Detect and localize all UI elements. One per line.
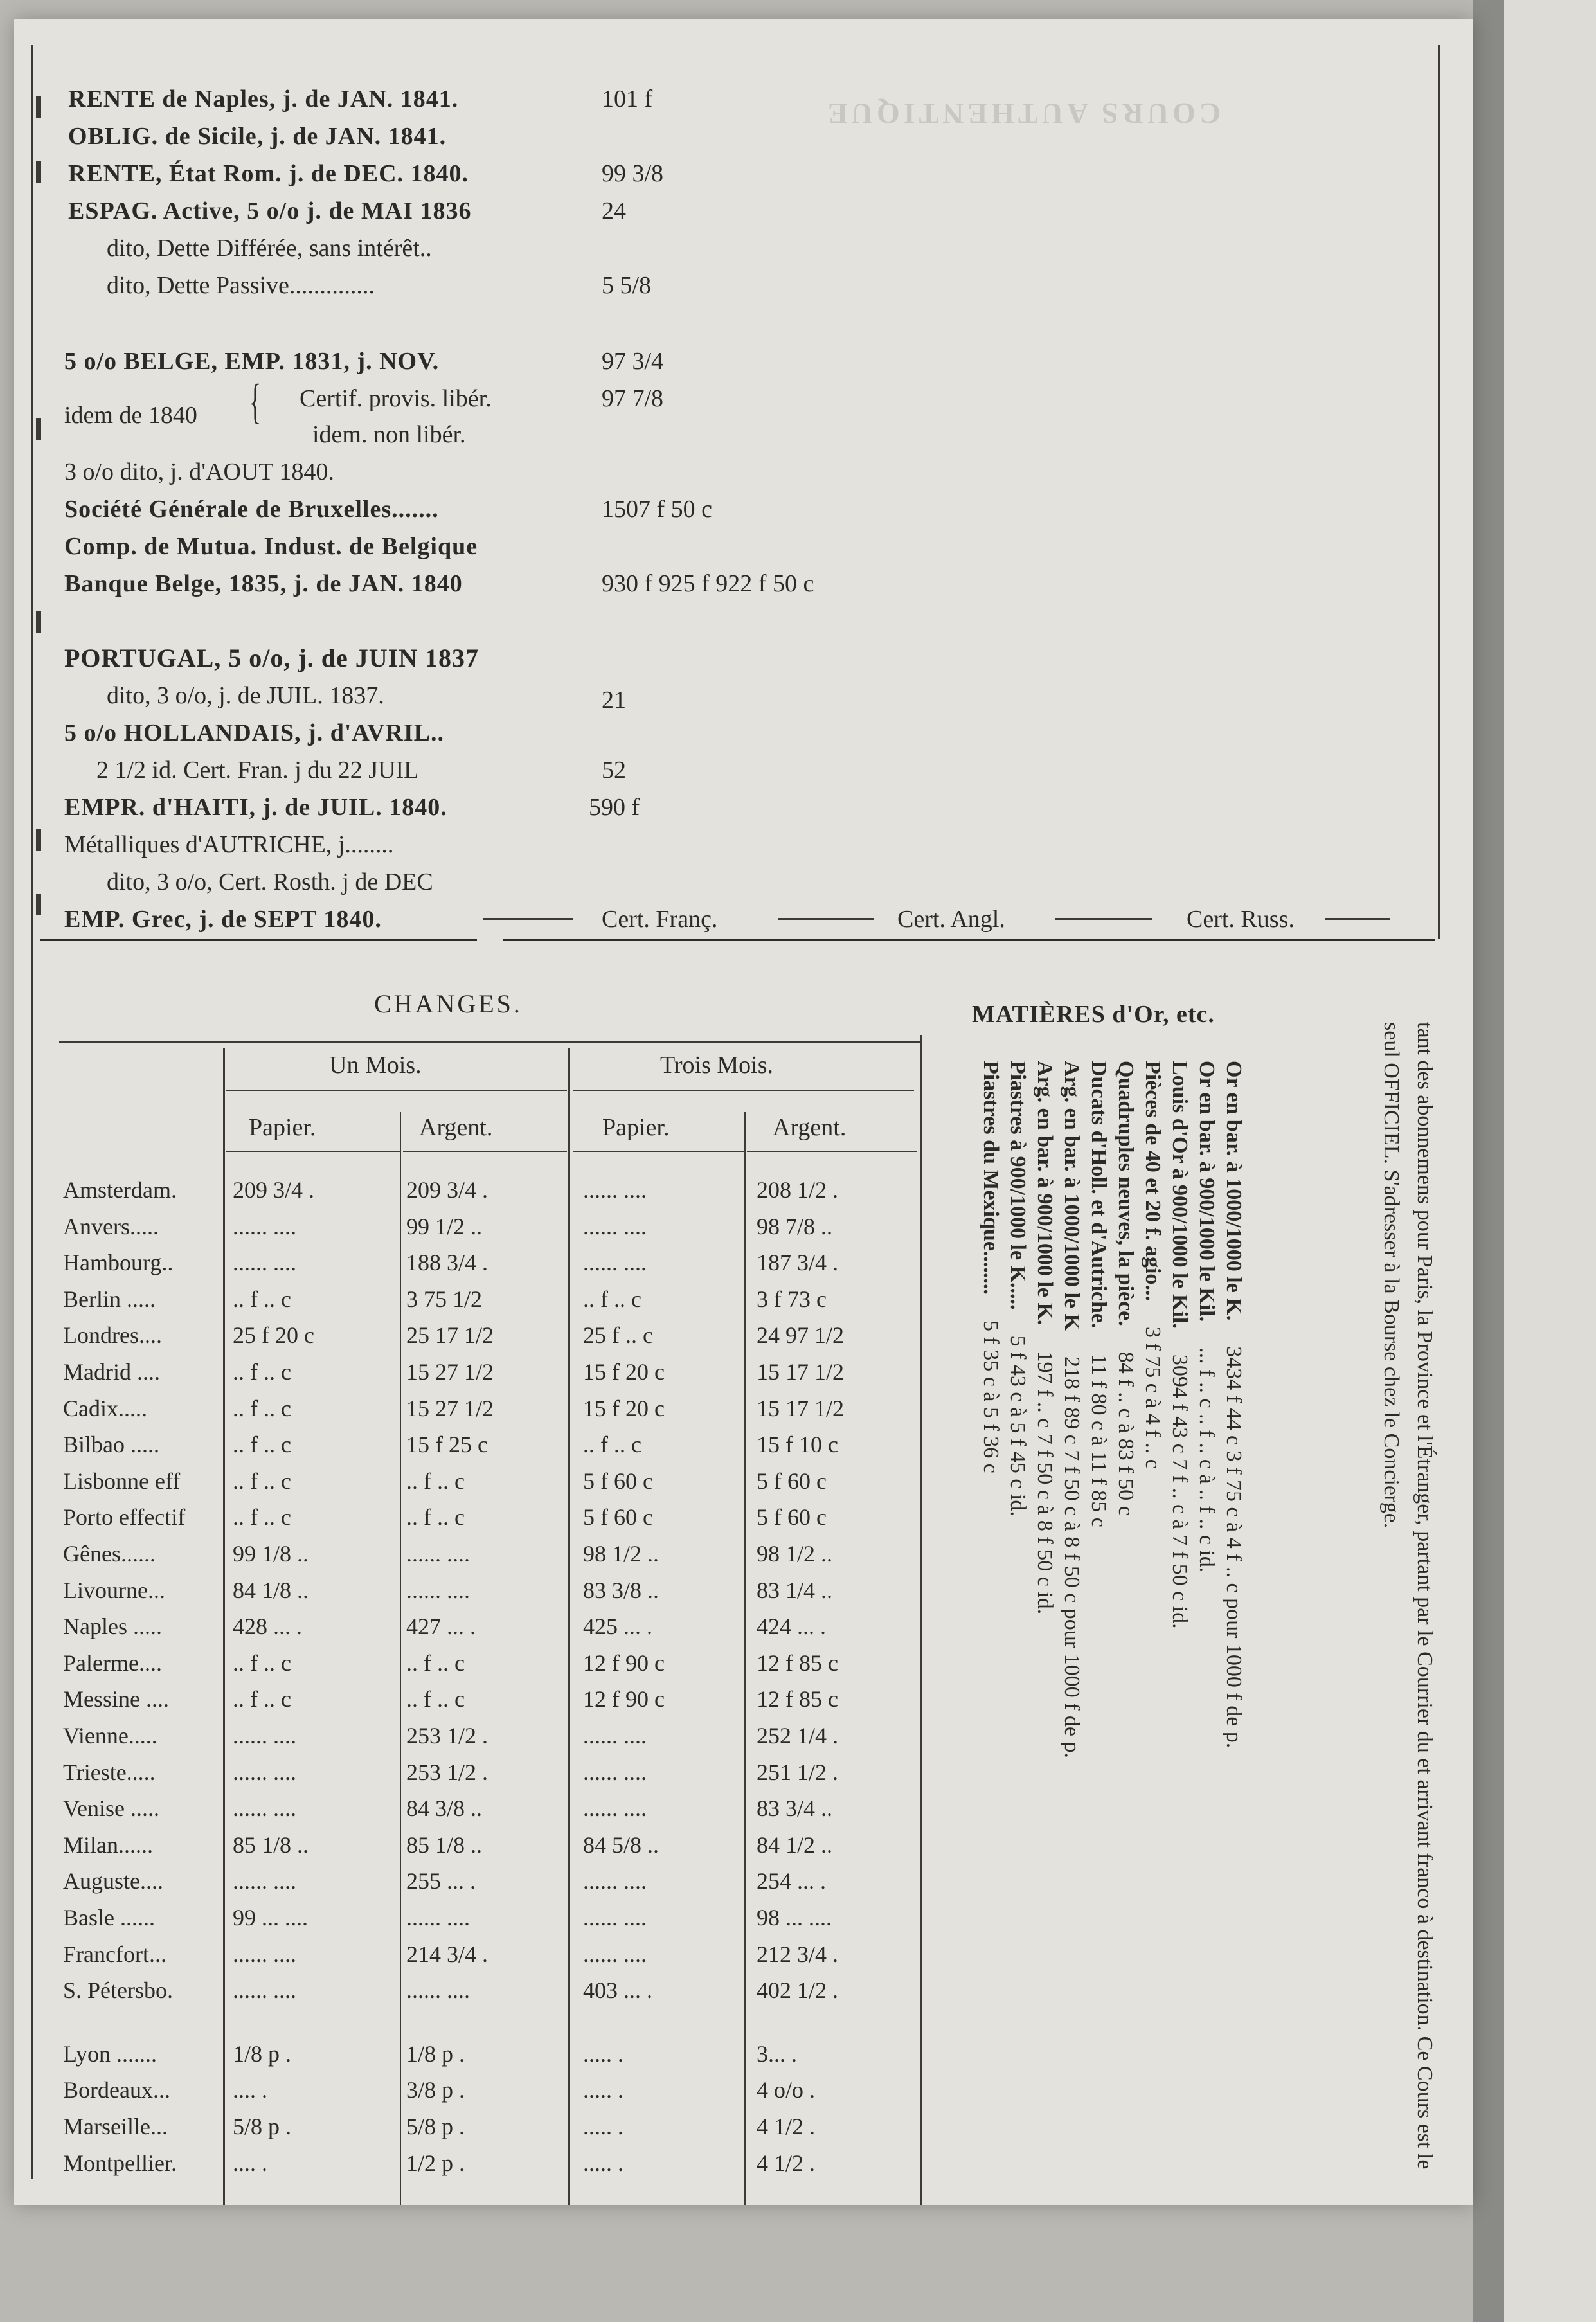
un-mois-header: Un Mois. — [329, 1052, 422, 1079]
changes-tm-argent-cell: 4 o/o . — [757, 2077, 816, 2103]
rente-row — [68, 192, 471, 230]
changes-row — [40, 1249, 927, 1285]
matieres-value: 11 f 80 c à 11 f 85 c — [1087, 1354, 1111, 1527]
rente-value: 1507 f 50 c — [602, 496, 713, 523]
rente-value: 97 7/8 — [602, 385, 664, 412]
matieres-value: 218 f 89 c 7 f 50 c à 8 f 50 c pour 1000 f de p. — [1060, 1356, 1084, 1759]
changes-row — [40, 1431, 927, 1467]
changes-row — [40, 1650, 927, 1686]
changes-row — [40, 1904, 927, 1940]
changes-tm-papier-cell: .. f .. c — [583, 1432, 641, 1458]
changes-tm-papier-cell: ...... .... — [583, 1213, 647, 1239]
changes-tm-papier-cell: ...... .... — [583, 1905, 647, 1931]
changes-tm-papier-cell: 425 ... . — [583, 1614, 652, 1640]
matieres-row — [973, 1061, 1008, 1473]
changes-um-papier-cell: .. f .. c — [233, 1504, 291, 1531]
show-through-text: COURS AUTHENTIQUE — [824, 97, 1221, 130]
changes-tm-papier-cell: 5 f 60 c — [583, 1504, 653, 1531]
changes-city: Auguste.... — [63, 1868, 163, 1895]
changes-row — [40, 1941, 927, 1977]
changes-tm-papier-cell: 5 f 60 c — [583, 1468, 653, 1494]
matieres-label: Arg. en bar. à 900/1000 le K. — [1033, 1061, 1057, 1326]
changes-city: Messine .... — [63, 1686, 169, 1713]
changes-tm-argent-cell: 5 f 60 c — [757, 1468, 827, 1494]
trois-mois-header: Trois Mois. — [660, 1052, 774, 1079]
changes-um-papier-cell: .. f .. c — [233, 1468, 291, 1494]
matieres-value: 197 f .. c 7 f 50 c à 8 f 50 c id. — [1033, 1351, 1057, 1615]
blank-line — [1325, 918, 1390, 920]
rente-value: 99 3/8 — [602, 160, 664, 187]
changes-tm-argent-cell: 15 17 1/2 — [757, 1395, 845, 1421]
changes-tm-papier-cell: 403 ... . — [583, 1977, 652, 2004]
matieres-label: Louis d'Or à 900/1000 le Kil. — [1168, 1061, 1192, 1329]
changes-tm-papier-cell: ...... .... — [583, 1868, 647, 1895]
changes-um-argent-cell: .. f .. c — [406, 1468, 465, 1494]
changes-row — [40, 2076, 927, 2112]
changes-um-papier-cell: .. f .. c — [233, 1432, 291, 1458]
matieres-value: 3094 f 43 c 7 f .. c à 7 f 50 c id. — [1168, 1354, 1192, 1629]
rente-value: 930 f 925 f 922 f 50 c — [602, 570, 814, 597]
document-page — [14, 19, 1473, 2205]
rente-label: EMP. Grec, j. de SEPT 1840. — [64, 906, 382, 933]
changes-tm-papier-cell: .. f .. c — [583, 1286, 641, 1312]
matieres-value: 3 f 75 c à 4 f .. c — [1141, 1326, 1165, 1469]
changes-tm-argent-cell: 15 f 10 c — [757, 1432, 838, 1458]
changes-um-argent-cell: 427 ... . — [406, 1614, 476, 1640]
changes-city: Bilbao ..... — [63, 1432, 159, 1458]
changes-um-argent-cell: 15 27 1/2 — [406, 1395, 494, 1421]
changes-city: Bordeaux... — [63, 2077, 170, 2103]
changes-row — [40, 1176, 927, 1212]
changes-um-papier-cell: .... . — [233, 2150, 267, 2176]
brace: { — [249, 375, 262, 429]
changes-city: Hambourg.. — [63, 1250, 174, 1276]
rente-label: RENTE, État Rom. j. de DEC. 1840. — [68, 160, 469, 187]
blank-line — [778, 918, 874, 920]
changes-row — [40, 2113, 927, 2149]
rente-label: RENTE de Naples, j. de JAN. 1841. — [68, 86, 459, 113]
changes-row — [40, 1322, 927, 1358]
rente-row: Certif. provis. libér. — [300, 385, 492, 412]
matieres-value: 84 f .. c à 83 f 50 c — [1114, 1351, 1138, 1516]
changes-um-argent-cell: 25 17 1/2 — [406, 1322, 494, 1349]
matieres-label: Or en bar. à 1000/1000 le K. — [1222, 1061, 1246, 1321]
header-underline — [573, 1090, 914, 1091]
changes-tm-argent-cell: 252 1/4 . — [757, 1723, 839, 1749]
changes-city: Montpellier. — [63, 2150, 177, 2176]
changes-um-argent-cell: ...... .... — [406, 1905, 470, 1931]
notice-text: tant des abonnemens pour Paris, la Province et l'Étranger, partant par le Courrier du et arrivant franco à destination. Ce Cours est le seul OFFICIEL. S'adresser à la Bourse chez le Concierge. — [1379, 1022, 1437, 2170]
changes-tm-papier-cell: ...... .... — [583, 1723, 647, 1749]
changes-tm-argent-cell: 3... . — [757, 2040, 797, 2067]
changes-um-argent-cell: 3 75 1/2 — [406, 1286, 483, 1312]
changes-tm-argent-cell: 12 f 85 c — [757, 1650, 838, 1676]
changes-tm-papier-cell: ...... .... — [583, 1941, 647, 1967]
changes-row — [40, 1868, 927, 1904]
rente-value: 97 3/4 — [602, 348, 664, 375]
changes-tm-papier-cell: ..... . — [583, 2114, 623, 2139]
changes-city: Madrid .... — [63, 1359, 160, 1385]
subheader-underline — [747, 1151, 917, 1152]
matieres-value: 3434 f 44 c 3 f 75 c à 4 f .. c pour 1000 f de p. — [1222, 1346, 1246, 1749]
changes-city: Londres.... — [63, 1322, 162, 1349]
changes-tm-argent-cell: 4 1/2 . — [757, 2150, 816, 2176]
changes-tm-argent-cell: 251 1/2 . — [757, 1759, 839, 1785]
changes-tm-argent-cell: 83 3/4 .. — [757, 1796, 833, 1822]
rente-label: Comp. de Mutua. Indust. de Belgique — [64, 533, 478, 560]
changes-city: Francfort... — [63, 1941, 166, 1967]
changes-top-rule — [59, 1041, 920, 1043]
matieres-value: ... f .. c .. f .. c à .. f .. c id. — [1195, 1347, 1219, 1573]
changes-city: Naples ..... — [63, 1614, 162, 1640]
rente-row — [68, 155, 469, 192]
rente-value: 24 — [602, 197, 626, 224]
rente-row: dito, Dette Différée, sans intérêt.. — [107, 235, 432, 262]
changes-um-papier-cell: ...... .... — [233, 1250, 296, 1276]
changes-tm-argent-cell: 187 3/4 . — [757, 1250, 839, 1276]
changes-tm-argent-cell: 208 1/2 . — [757, 1177, 839, 1203]
tm-papier-header: Papier. — [602, 1114, 670, 1141]
rente-row — [64, 640, 479, 677]
changes-um-papier-cell: 99 ... .... — [233, 1905, 308, 1931]
rente-row — [64, 789, 447, 826]
changes-tm-papier-cell: 84 5/8 .. — [583, 1832, 659, 1858]
changes-um-argent-cell: 15 f 25 c — [406, 1432, 488, 1458]
matieres-title: MATIÈRES d'Or, etc. — [972, 1001, 1215, 1028]
changes-um-papier-cell: .. f .. c — [233, 1395, 291, 1421]
rente-row: dito, 3 o/o, Cert. Rosth. j de DEC — [107, 869, 433, 896]
changes-um-argent-cell: 99 1/2 .. — [406, 1213, 483, 1239]
changes-um-argent-cell: 15 27 1/2 — [406, 1359, 494, 1385]
changes-city: Vienne..... — [63, 1723, 157, 1749]
matieres-label: Piastres du Mexique........ — [979, 1061, 1003, 1295]
rente-row: 3 o/o dito, j. d'AOUT 1840. — [64, 458, 334, 485]
changes-tm-papier-cell: ...... .... — [583, 1759, 647, 1785]
changes-um-papier-cell: .. f .. c — [233, 1286, 291, 1312]
changes-tm-argent-cell: 4 1/2 . — [757, 2114, 816, 2139]
subheader-underline — [403, 1151, 567, 1152]
changes-um-argent-cell: 209 3/4 . — [406, 1177, 489, 1203]
changes-tm-papier-cell: 25 f .. c — [583, 1322, 653, 1349]
changes-um-argent-cell: .. f .. c — [406, 1686, 465, 1713]
changes-tm-papier-cell: 15 f 20 c — [583, 1395, 665, 1421]
changes-um-argent-cell: 1/2 p . — [406, 2150, 465, 2176]
rente-value: 21 — [602, 687, 626, 714]
rente-row — [64, 491, 439, 528]
changes-row — [40, 1686, 927, 1722]
changes-row — [40, 2040, 927, 2076]
changes-row — [40, 1504, 927, 1540]
blank-line — [1055, 918, 1152, 920]
changes-row — [40, 1759, 927, 1795]
changes-row — [40, 1213, 927, 1249]
changes-tm-argent-cell: 254 ... . — [757, 1868, 826, 1895]
changes-tm-argent-cell: 83 1/4 .. — [757, 1577, 833, 1603]
changes-um-argent-cell: 84 3/8 .. — [406, 1796, 483, 1822]
rente-row: dito, Dette Passive.............. — [107, 272, 375, 299]
changes-tm-argent-cell: 212 3/4 . — [757, 1941, 839, 1967]
page-gutter — [1473, 0, 1504, 2322]
changes-city: Basle ...... — [63, 1905, 155, 1931]
um-argent-header: Argent. — [419, 1114, 493, 1141]
changes-um-argent-cell: ...... .... — [406, 1541, 470, 1567]
changes-city: Marseille... — [63, 2114, 168, 2139]
changes-city: Trieste..... — [63, 1759, 156, 1785]
changes-um-papier-cell: 99 1/8 .. — [233, 1541, 309, 1567]
changes-city: Anvers..... — [63, 1213, 159, 1239]
blank-line — [483, 918, 573, 920]
changes-row — [40, 1468, 927, 1504]
changes-tm-argent-cell: 402 1/2 . — [757, 1977, 839, 2004]
idem-1840-label: idem de 1840 — [64, 402, 197, 429]
changes-row — [40, 1577, 927, 1613]
matieres-label: Arg. en bar. à 1000/1000 le K — [1060, 1061, 1084, 1331]
changes-um-papier-cell: 428 ... . — [233, 1614, 302, 1640]
changes-um-argent-cell: 255 ... . — [406, 1868, 476, 1895]
matieres-label: Ducats d'Holl. et d'Autriche. — [1087, 1061, 1111, 1329]
rente-row — [68, 118, 446, 155]
changes-row — [40, 1540, 927, 1576]
rente-label: Société Générale de Bruxelles....... — [64, 496, 439, 523]
rente-label: ESPAG. Active, 5 o/o j. de MAI 1836 — [68, 197, 472, 224]
rente-value: 52 — [602, 757, 626, 784]
changes-um-papier-cell: ...... .... — [233, 1759, 296, 1785]
changes-row — [40, 1795, 927, 1831]
matieres-value: 5 f 35 c à 5 f 36 c — [979, 1320, 1003, 1473]
changes-tm-papier-cell: ..... . — [583, 2077, 623, 2103]
changes-um-argent-cell: 5/8 p . — [406, 2114, 465, 2139]
changes-um-papier-cell: .. f .. c — [233, 1359, 291, 1385]
changes-um-papier-cell: 209 3/4 . — [233, 1177, 315, 1203]
changes-um-argent-cell: 253 1/2 . — [406, 1759, 489, 1785]
changes-tm-papier-cell: ...... .... — [583, 1250, 647, 1276]
changes-tm-argent-cell: 12 f 85 c — [757, 1686, 838, 1713]
cert-franc-label: Cert. Franç. — [602, 906, 718, 933]
rente-label: OBLIG. de Sicile, j. de JAN. 1841. — [68, 123, 447, 150]
cert-angl-label: Cert. Angl. — [897, 906, 1005, 933]
rente-row — [64, 714, 444, 752]
changes-city: Livourne... — [63, 1577, 165, 1603]
changes-city: Amsterdam. — [63, 1177, 177, 1203]
changes-um-argent-cell: 188 3/4 . — [406, 1250, 489, 1276]
rente-row — [64, 528, 478, 565]
rente-label: 5 o/o HOLLANDAIS, j. d'AVRIL.. — [64, 719, 444, 746]
frame-left-line — [31, 45, 33, 2179]
changes-um-papier-cell: ...... .... — [233, 1941, 296, 1967]
changes-tm-papier-cell: 12 f 90 c — [583, 1650, 665, 1676]
changes-tm-papier-cell: ...... .... — [583, 1796, 647, 1822]
changes-city: Cadix..... — [63, 1395, 147, 1421]
changes-city: Lisbonne eff — [63, 1468, 181, 1494]
changes-city: Venise ..... — [63, 1796, 159, 1822]
changes-title: CHANGES. — [374, 989, 523, 1018]
um-papier-header: Papier. — [249, 1114, 316, 1141]
section-rule — [40, 939, 477, 941]
changes-um-papier-cell: 25 f 20 c — [233, 1322, 314, 1349]
changes-city: Milan...... — [63, 1832, 153, 1858]
changes-um-papier-cell: .. f .. c — [233, 1650, 291, 1676]
frame-right-line — [1438, 45, 1440, 939]
changes-row — [40, 1832, 927, 1868]
changes-tm-papier-cell: 12 f 90 c — [583, 1686, 665, 1713]
changes-tm-papier-cell: 83 3/8 .. — [583, 1577, 659, 1603]
header-underline — [226, 1090, 567, 1091]
changes-um-papier-cell: ...... .... — [233, 1977, 296, 2004]
adjacent-page-edge — [1504, 0, 1596, 2322]
changes-row — [40, 1722, 927, 1758]
changes-tm-papier-cell: ...... .... — [583, 1177, 647, 1203]
rente-row — [68, 80, 458, 118]
changes-row — [40, 1358, 927, 1394]
rente-value: 590 f — [589, 794, 640, 821]
changes-tm-papier-cell: ..... . — [583, 2040, 623, 2067]
rente-value: 101 f — [602, 86, 653, 113]
changes-city: Gênes...... — [63, 1541, 156, 1567]
changes-row — [40, 2150, 927, 2186]
changes-tm-argent-cell: 98 1/2 .. — [757, 1541, 833, 1567]
changes-row — [40, 1286, 927, 1322]
rente-row — [64, 901, 382, 938]
changes-city: S. Pétersbo. — [63, 1977, 173, 2004]
changes-um-papier-cell: .... . — [233, 2077, 267, 2103]
changes-um-argent-cell: 85 1/8 .. — [406, 1832, 483, 1858]
changes-tm-argent-cell: 3 f 73 c — [757, 1286, 827, 1312]
changes-tm-argent-cell: 98 7/8 .. — [757, 1213, 833, 1239]
subheader-underline — [226, 1151, 400, 1152]
changes-city: Berlin ..... — [63, 1286, 156, 1312]
changes-um-argent-cell: 214 3/4 . — [406, 1941, 489, 1967]
changes-tm-argent-cell: 5 f 60 c — [757, 1504, 827, 1531]
rente-row: Métalliques d'AUTRICHE, j........ — [64, 831, 394, 858]
changes-um-papier-cell: 5/8 p . — [233, 2114, 292, 2139]
rente-row: dito, 3 o/o, j. de JUIL. 1837. — [107, 682, 384, 709]
changes-um-papier-cell: 84 1/8 .. — [233, 1577, 309, 1603]
matieres-label: Quadruples neuves, la pièce. — [1114, 1061, 1138, 1326]
rente-label: PORTUGAL, 5 o/o, j. de JUIN 1837 — [64, 644, 480, 672]
changes-city: Porto effectif — [63, 1504, 186, 1531]
rente-label: EMPR. d'HAITI, j. de JUIL. 1840. — [64, 794, 447, 821]
changes-um-argent-cell: 3/8 p . — [406, 2077, 465, 2103]
changes-row — [40, 1977, 927, 2013]
rente-row: idem. non libér. — [312, 421, 466, 448]
changes-row — [40, 1395, 927, 1431]
cert-russ-label: Cert. Russ. — [1187, 906, 1295, 933]
matieres-label: Pièces de 40 et 20 f. agio... — [1141, 1061, 1165, 1301]
tm-argent-header: Argent. — [773, 1114, 847, 1141]
changes-um-papier-cell: 1/8 p . — [233, 2040, 292, 2067]
changes-tm-argent-cell: 424 ... . — [757, 1614, 826, 1640]
changes-tm-papier-cell: ..... . — [583, 2150, 623, 2176]
changes-um-argent-cell: 253 1/2 . — [406, 1723, 489, 1749]
changes-tm-papier-cell: 15 f 20 c — [583, 1359, 665, 1385]
changes-tm-argent-cell: 84 1/2 .. — [757, 1832, 833, 1858]
changes-tm-argent-cell: 24 97 1/2 — [757, 1322, 845, 1349]
changes-tm-argent-cell: 15 17 1/2 — [757, 1359, 845, 1385]
rente-value: 5 5/8 — [602, 272, 652, 299]
matieres-label: Piastres à 900/1000 le K..... — [1006, 1061, 1030, 1310]
rente-label: 5 o/o BELGE, EMP. 1831, j. NOV. — [64, 348, 440, 375]
changes-um-argent-cell: ...... .... — [406, 1977, 470, 2004]
changes-city: Lyon ....... — [63, 2040, 157, 2067]
changes-um-papier-cell: ...... .... — [233, 1213, 296, 1239]
changes-um-papier-cell: ...... .... — [233, 1796, 296, 1822]
changes-um-papier-cell: 85 1/8 .. — [233, 1832, 309, 1858]
matieres-label: Or en bar. à 900/1000 le Kil. — [1195, 1061, 1219, 1322]
changes-um-argent-cell: 1/8 p . — [406, 2040, 465, 2067]
changes-um-papier-cell: .. f .. c — [233, 1686, 291, 1713]
rente-row: 2 1/2 id. Cert. Fran. j du 22 JUIL — [96, 757, 419, 784]
changes-city: Palerme.... — [63, 1650, 162, 1676]
section-rule — [503, 939, 1435, 941]
changes-um-argent-cell: .. f .. c — [406, 1650, 465, 1676]
subheader-underline — [573, 1151, 744, 1152]
changes-tm-argent-cell: 98 ... .... — [757, 1905, 832, 1931]
changes-tm-papier-cell: 98 1/2 .. — [583, 1541, 659, 1567]
changes-row — [40, 1613, 927, 1649]
changes-um-papier-cell: ...... .... — [233, 1723, 296, 1749]
rente-label: Banque Belge, 1835, j. de JAN. 1840 — [64, 570, 463, 597]
changes-um-argent-cell: ...... .... — [406, 1577, 470, 1603]
changes-um-papier-cell: ...... .... — [233, 1868, 296, 1895]
rente-row — [64, 565, 463, 602]
changes-um-argent-cell: .. f .. c — [406, 1504, 465, 1531]
matieres-value: 5 f 43 c à 5 f 45 c id. — [1006, 1335, 1030, 1516]
